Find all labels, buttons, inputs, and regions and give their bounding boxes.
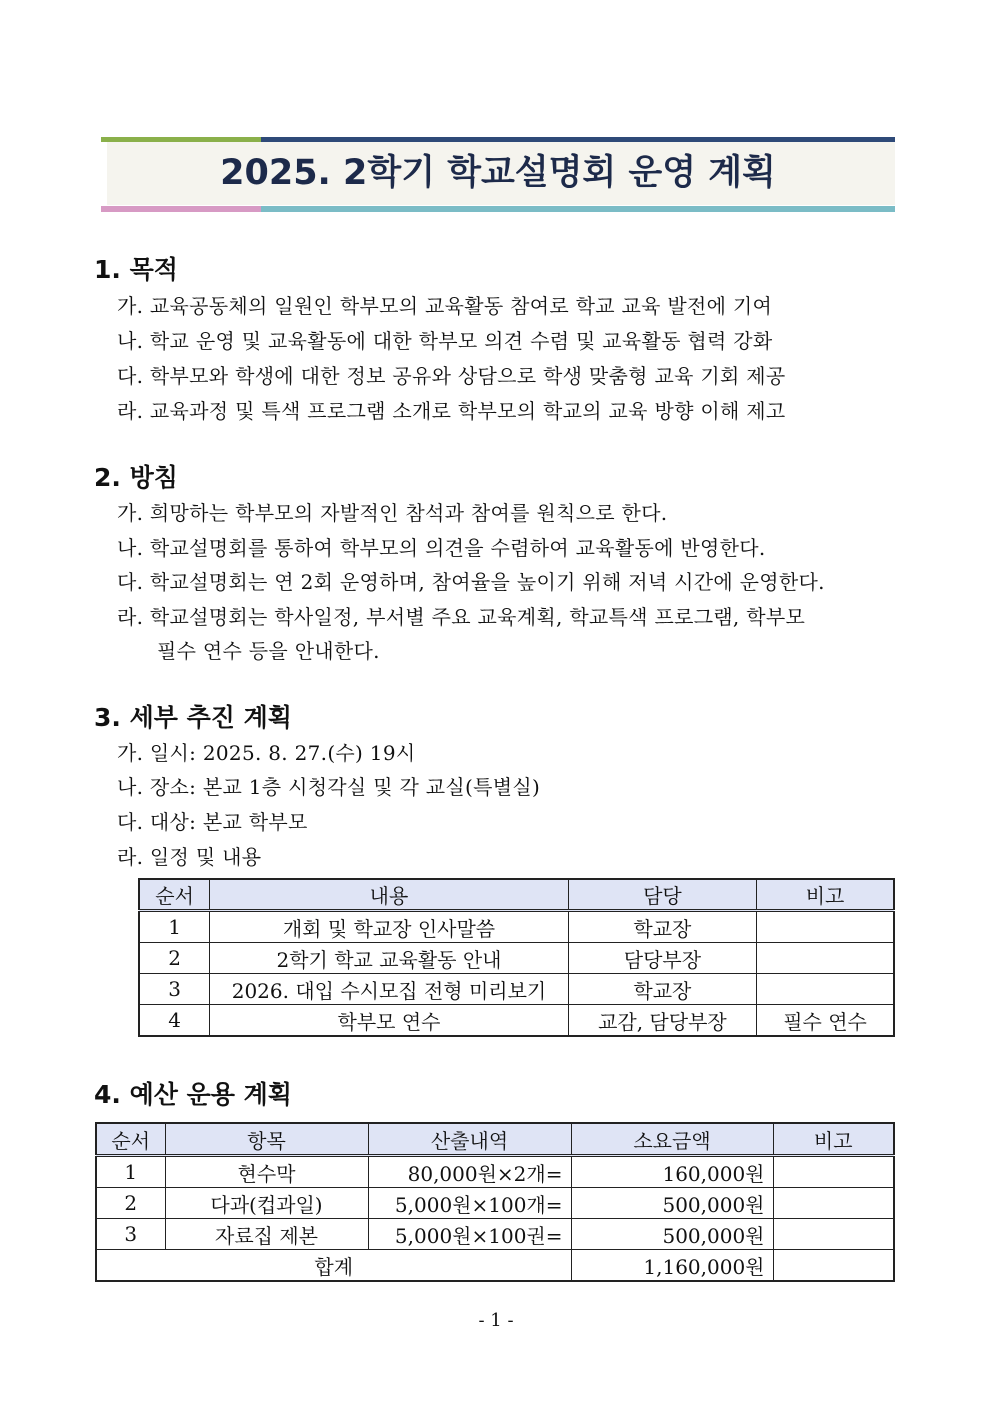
table-cell: 5,000원×100개= (368, 1188, 571, 1219)
table-cell: 160,000원 (571, 1156, 773, 1188)
table-cell: 자료집 제본 (165, 1219, 368, 1250)
header-cell: 비고 (757, 879, 894, 911)
table-cell: 개회 및 학교장 인사말씀 (210, 911, 569, 943)
table-cell: 2026. 대입 수시모집 전형 미리보기 (210, 974, 569, 1005)
schedule-table (138, 878, 895, 1037)
table-cell: 4 (139, 1005, 210, 1037)
total-amount: 1,160,000원 (571, 1250, 773, 1282)
section-heading-budget: 4. 예산 운용 계획 (94, 1080, 292, 1109)
section-heading-policy: 2. 방침 (94, 463, 178, 492)
plan-item: 가. 일시: 2025. 8. 27.(수) 19시 (117, 741, 416, 765)
table-cell (773, 1156, 894, 1188)
table-row (139, 911, 894, 943)
header-cell: 소요금액 (571, 1123, 773, 1156)
purpose-item: 가. 교육공동체의 일원인 학부모의 교육활동 참여로 학교 교육 발전에 기여 (117, 294, 773, 318)
table-cell: 1 (139, 911, 210, 943)
plan-item: 나. 장소: 본교 1층 시청각실 및 각 교실(특별실) (117, 775, 541, 799)
header-cell: 순서 (96, 1123, 165, 1156)
table-cell (757, 943, 894, 974)
table-row (139, 1005, 894, 1037)
table-cell: 3 (139, 974, 210, 1005)
table-cell: 500,000원 (571, 1188, 773, 1219)
header-cell: 내용 (210, 879, 569, 911)
purpose-item: 다. 학부모와 학생에 대한 정보 공유와 상담으로 학생 맞춤형 교육 기회 제공 (117, 364, 786, 388)
table-cell: 3 (96, 1219, 165, 1250)
table-cell: 교감, 담당부장 (568, 1005, 756, 1037)
header-cell: 비고 (773, 1123, 894, 1156)
section-heading-purpose: 1. 목적 (94, 255, 178, 284)
header-cell: 항목 (165, 1123, 368, 1156)
plan-item: 라. 일정 및 내용 (117, 845, 262, 869)
header-cell: 순서 (139, 879, 210, 911)
table-cell: 필수 연수 (757, 1005, 894, 1037)
policy-item: 라. 학교설명회는 학사일정, 부서별 주요 교육계획, 학교특색 프로그램, 학부모 (117, 605, 806, 629)
table-row (96, 1156, 894, 1188)
table-cell: 학교장 (568, 911, 756, 943)
table-cell (773, 1219, 894, 1250)
table-header-row (96, 1123, 894, 1156)
total-note (773, 1250, 894, 1282)
table-header-row (139, 879, 894, 911)
table-cell: 1 (96, 1156, 165, 1188)
purpose-item: 나. 학교 운영 및 교육활동에 대한 학부모 의견 수렴 및 교육활동 협력 강화 (117, 329, 773, 353)
table-cell: 2 (96, 1188, 165, 1219)
section-heading-plan: 3. 세부 추진 계획 (94, 703, 292, 732)
page-number: - 1 - (478, 1310, 514, 1331)
policy-item-continued: 필수 연수 등을 안내한다. (157, 639, 380, 663)
title-bottom-bar (101, 206, 895, 212)
policy-item: 가. 희망하는 학부모의 자발적인 참석과 참여를 원칙으로 한다. (117, 501, 668, 525)
table-cell: 2학기 학교 교육활동 안내 (210, 943, 569, 974)
budget-table (95, 1122, 895, 1282)
header-cell: 담당 (568, 879, 756, 911)
table-row (139, 974, 894, 1005)
policy-item: 다. 학교설명회는 연 2회 운영하며, 참여율을 높이기 위해 저녁 시간에 운영한다. (117, 570, 825, 594)
table-row (96, 1219, 894, 1250)
table-cell (757, 974, 894, 1005)
table-total-row (96, 1250, 894, 1282)
header-cell: 산출내역 (368, 1123, 571, 1156)
table-cell: 학교장 (568, 974, 756, 1005)
table-cell: 80,000원×2개= (368, 1156, 571, 1188)
table-cell (757, 911, 894, 943)
table-cell: 담당부장 (568, 943, 756, 974)
document-title: 2025. 2학기 학교설명회 운영 계획 (220, 153, 776, 193)
table-row (139, 943, 894, 974)
table-cell: 다과(컵과일) (165, 1188, 368, 1219)
table-cell: 500,000원 (571, 1219, 773, 1250)
document-title-box (101, 137, 895, 212)
total-label: 합계 (96, 1250, 571, 1282)
table-row (96, 1188, 894, 1219)
plan-item: 다. 대상: 본교 학부모 (117, 810, 308, 834)
table-cell: 2 (139, 943, 210, 974)
table-cell: 현수막 (165, 1156, 368, 1188)
table-cell: 학부모 연수 (210, 1005, 569, 1037)
table-cell: 5,000원×100권= (368, 1219, 571, 1250)
policy-item: 나. 학교설명회를 통하여 학부모의 의견을 수렴하여 교육활동에 반영한다. (117, 536, 766, 560)
purpose-item: 라. 교육과정 및 특색 프로그램 소개로 학부모의 학교의 교육 방향 이해 제고 (117, 399, 786, 423)
table-cell (773, 1188, 894, 1219)
